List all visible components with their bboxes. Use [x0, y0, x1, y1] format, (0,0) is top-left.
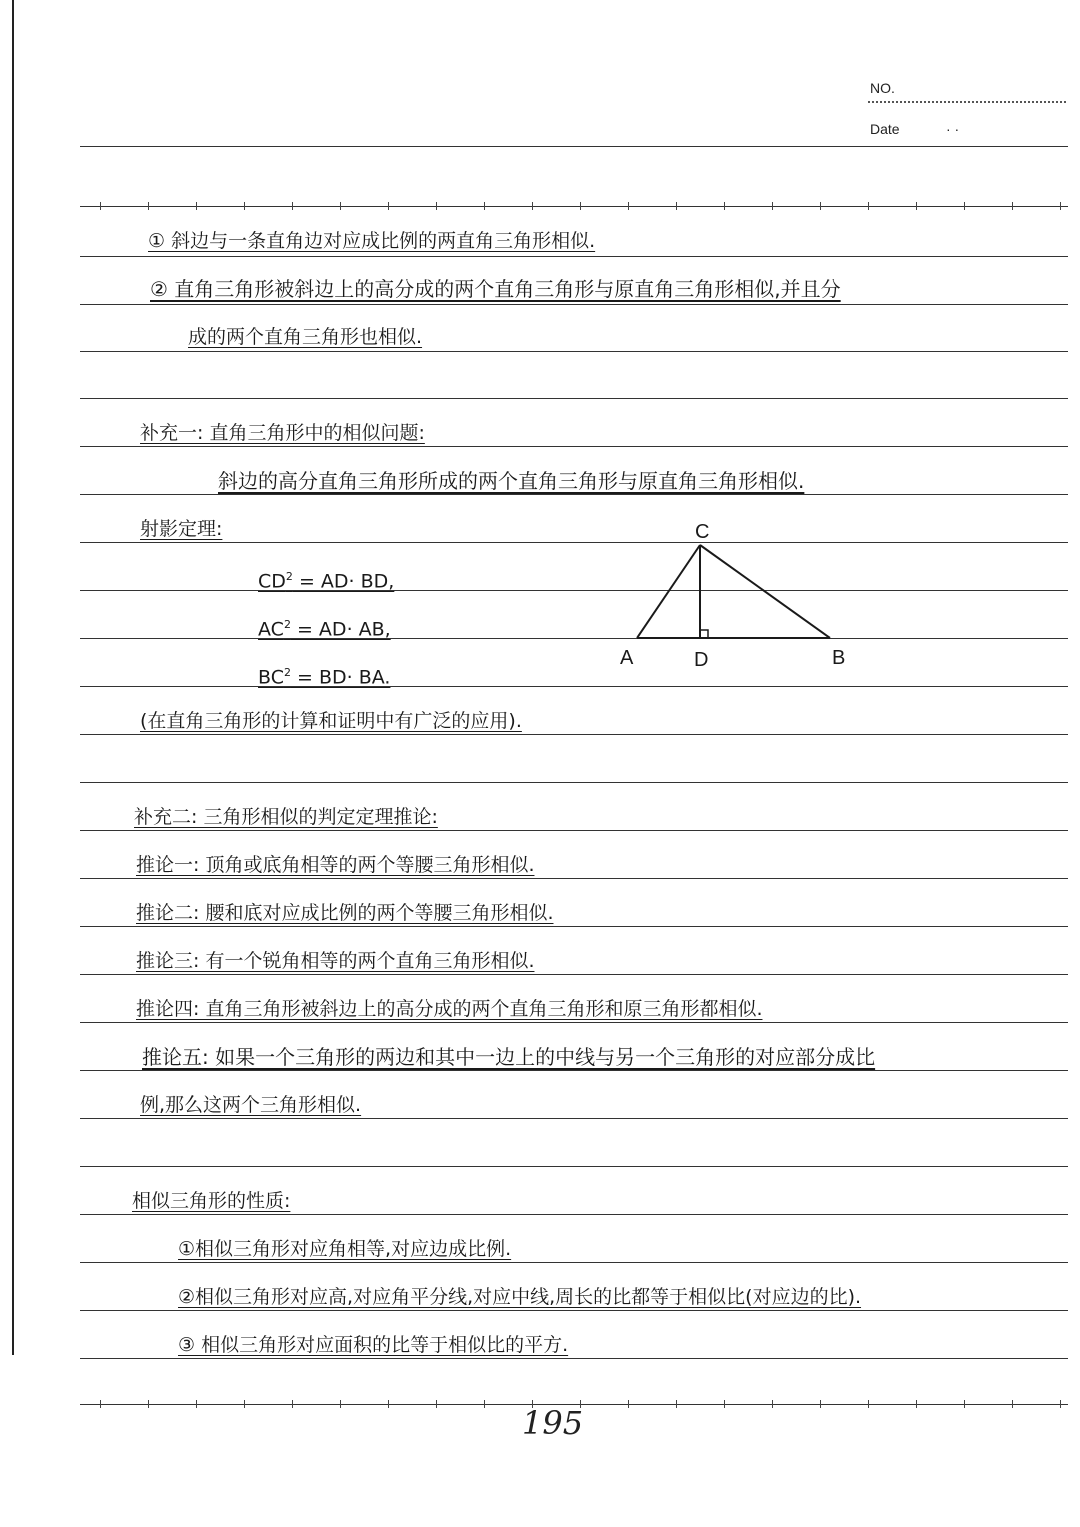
vertex-label-d: D [694, 649, 709, 671]
properties-title: 相似三角形的性质: [132, 1190, 291, 1212]
date-separators: · · [946, 121, 960, 137]
corollary-4: 推论四: 直角三角形被斜边上的高分成的两个直角三角形和原三角形都相似. [136, 998, 763, 1020]
date-label: Date [870, 121, 900, 137]
formula-cd-exponent: 2 [285, 570, 293, 583]
formula-ac-rest: = AD· AB, [290, 618, 391, 641]
supplement-one-title: 补充一: 直角三角形中的相似问题: [140, 422, 425, 444]
corollary-2: 推论二: 腰和底对应成比例的两个等腰三角形相似. [136, 902, 554, 924]
vertex-label-a: A [620, 647, 634, 669]
supplement-one-body: 斜边的高分直角三角形所成的两个直角三角形与原直角三角形相似. [218, 469, 805, 493]
projection-theorem-title: 射影定理: [140, 518, 223, 540]
vertex-label-c: C [695, 521, 710, 543]
formula-ac-exponent: 2 [283, 618, 291, 631]
side-ac [637, 545, 700, 638]
property-2: ②相似三角形对应高,对应角平分线,对应中线,周长的比都等于相似比(对应边的比). [178, 1286, 862, 1308]
page-number: 195 [522, 1404, 584, 1442]
formula-bc-rest: = BD· BA. [290, 666, 391, 689]
theorem-line-2: ② 直角三角形被斜边上的高分成的两个直角三角形与原直角三角形相似,并且分 [150, 277, 841, 301]
corollary-5-line-2: 例,那么这两个三角形相似. [140, 1094, 362, 1116]
formula-bc-base: BC [258, 666, 284, 689]
property-1: ①相似三角形对应角相等,对应边成比例. [178, 1238, 512, 1260]
formula-bc-exponent: 2 [283, 666, 291, 679]
vertex-label-b: B [832, 647, 846, 669]
supplement-two-title: 补充二: 三角形相似的判定定理推论: [134, 806, 438, 828]
corollary-3: 推论三: 有一个锐角相等的两个直角三角形相似. [136, 950, 535, 972]
property-3: ③ 相似三角形对应面积的比等于相似比的平方. [178, 1334, 569, 1356]
right-angle-marker [700, 630, 708, 638]
formula-ac-base: AC [258, 618, 284, 641]
corollary-1: 推论一: 顶角或底角相等的两个等腰三角形相似. [136, 854, 535, 876]
no-label: NO. [870, 80, 895, 96]
theorem-line-3: 成的两个直角三角形也相似. [188, 326, 423, 348]
formula-cd-rest: = AD· BD, [292, 570, 395, 593]
formula-cd-base: CD [258, 570, 286, 593]
theorem-line-1: ① 斜边与一条直角边对应成比例的两直角三角形相似. [148, 230, 596, 252]
corollary-5-line-1: 推论五: 如果一个三角形的两边和其中一边上的中线与另一个三角形的对应部分成比 [142, 1045, 876, 1069]
application-note: (在直角三角形的计算和证明中有广泛的应用). [140, 710, 522, 732]
side-cb [700, 545, 830, 638]
